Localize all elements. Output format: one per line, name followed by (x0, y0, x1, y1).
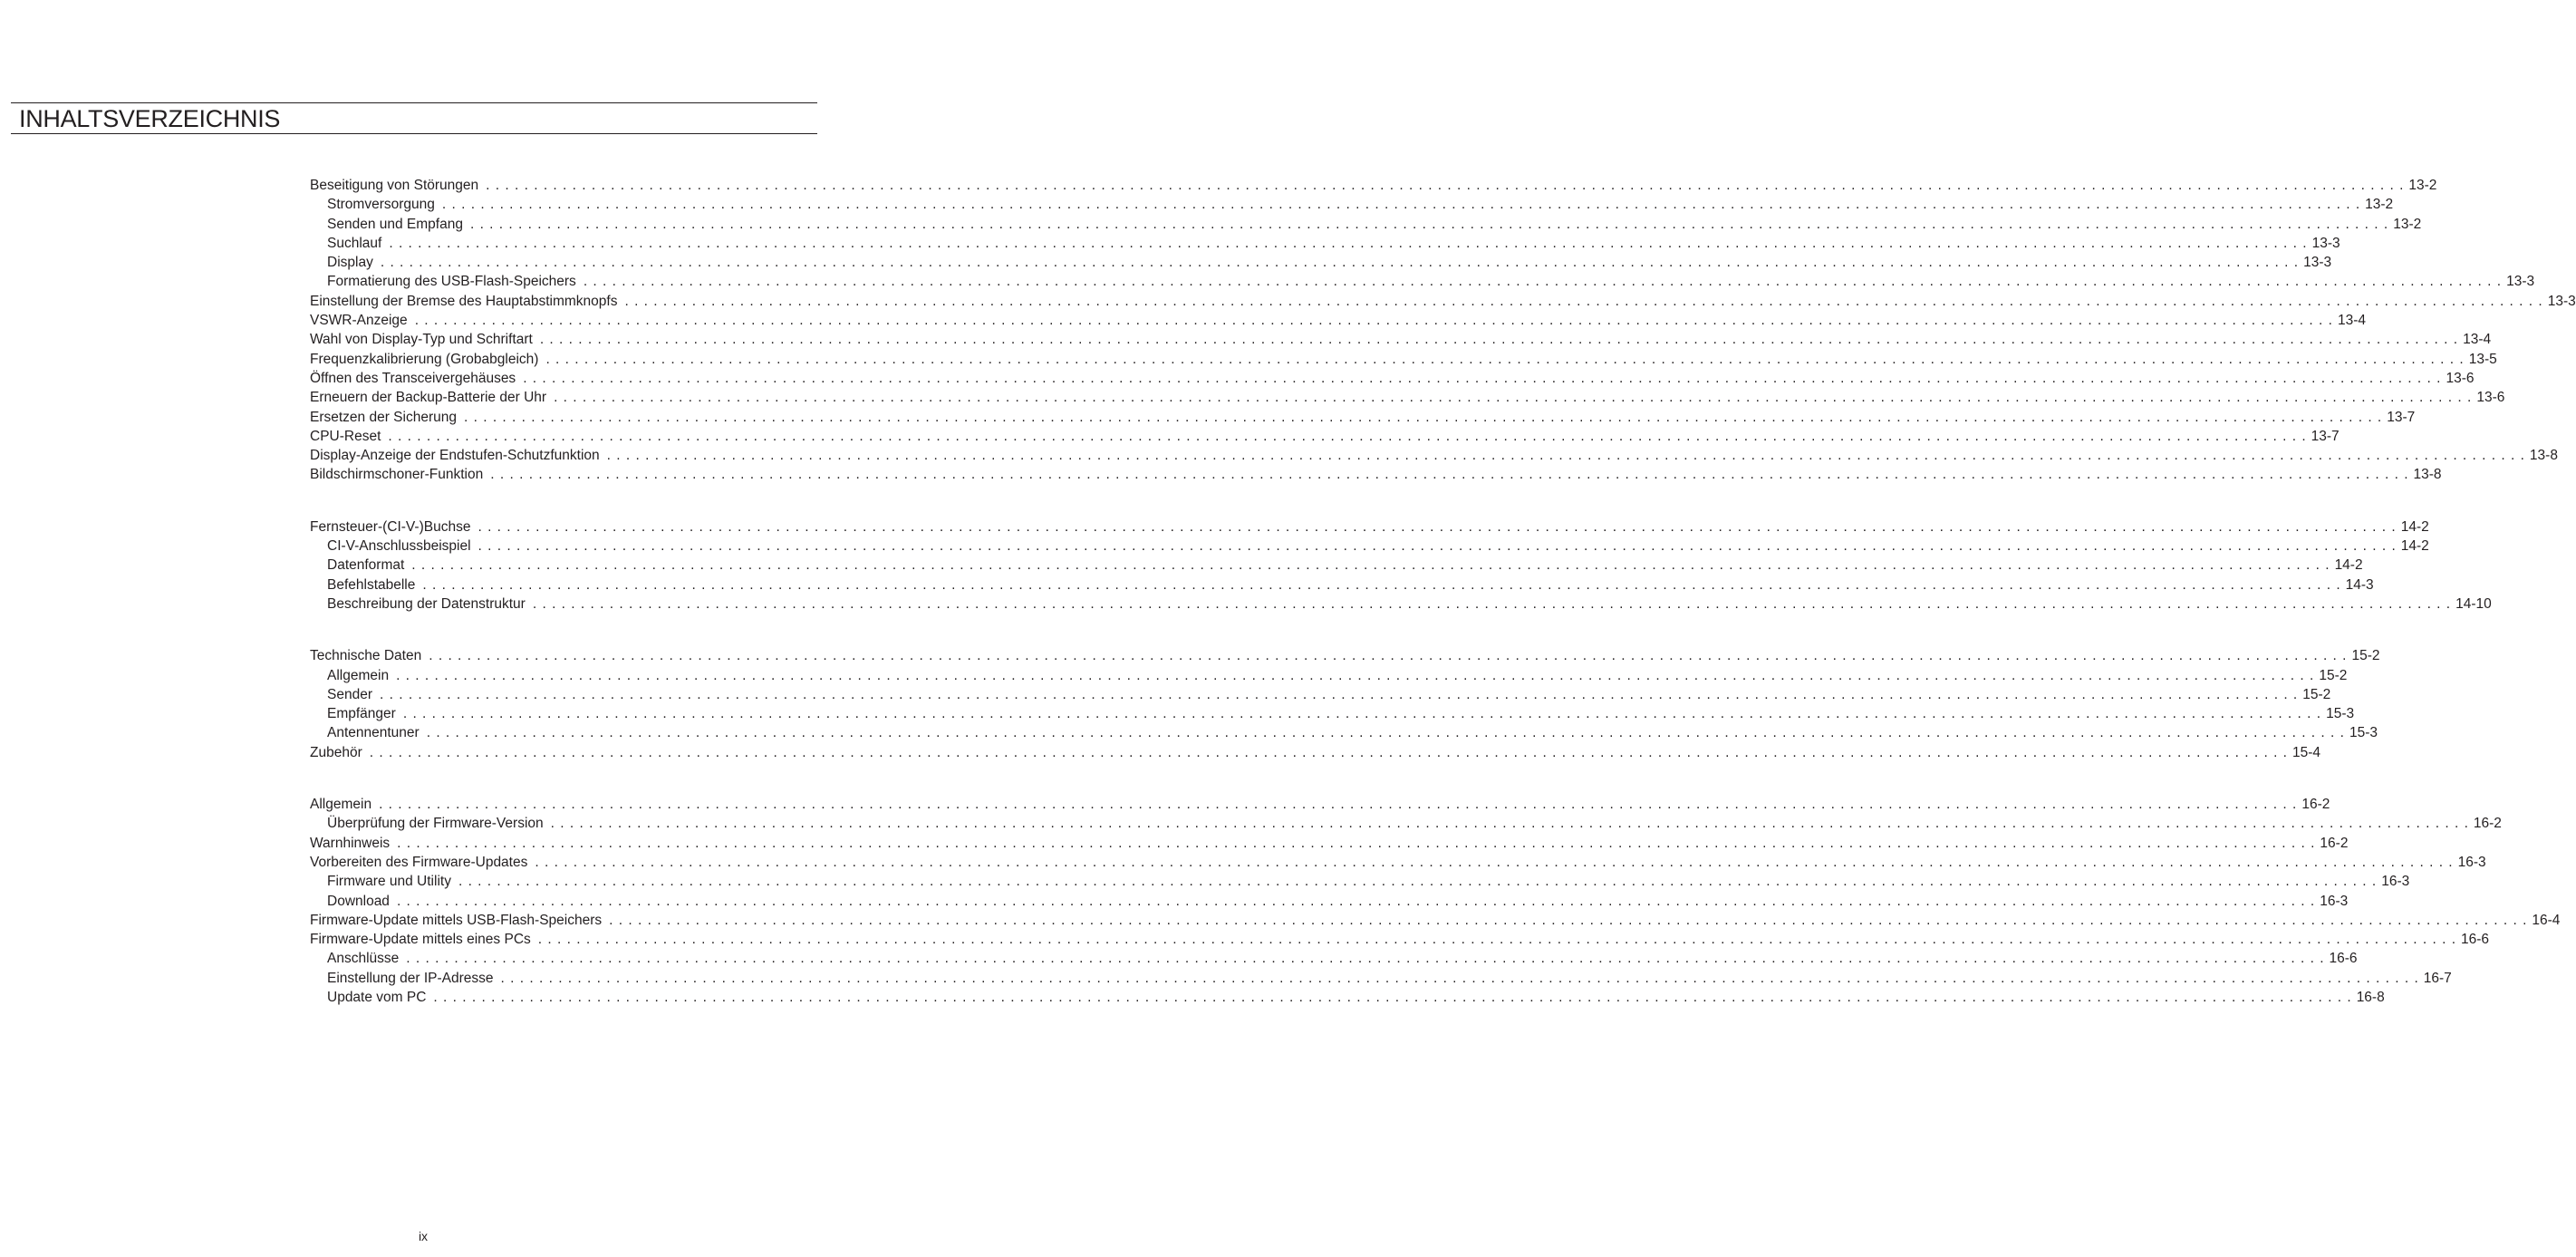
toc-entry-page: 16-6 (2329, 951, 2358, 967)
dot-leader: . . . . . . . . . . . . . . . . . . . . . . . . . . . . . . . . . . . . . . . . . . . . . . . . . . . . . . . . . . . . . . . . . . . . . . . . . . . . . . . . . . . . . . . . . . . . . . . . . . . . . . . . . . . . . . . . . . . . . . . . . . . . . . . . . . . . . . . . . . . . . . . . . . . . . . . . . . . . . . . . . . . . . . . . . . . . . . . . . . . . . . . . . . . . . . . . . . . . . . . . (380, 255, 2300, 271)
toc-entry-label: Update vom PC (327, 989, 427, 1005)
toc-entry-label: Firmware und Utility (327, 874, 451, 890)
toc-entry-page: 13-2 (2408, 178, 2437, 193)
toc-entry-label: Öffnen des Transceivergehäuses (310, 370, 516, 386)
toc-entry[interactable] (310, 465, 2442, 484)
toc-entry[interactable] (310, 369, 2475, 388)
page-number: ix (418, 1229, 429, 1243)
dot-leader: . . . . . . . . . . . . . . . . . . . . . . . . . . . . . . . . . . . . . . . . . . . . . . . . . . . . . . . . . . . . . . . . . . . . . . . . . . . . . . . . . . . . . . . . . . . . . . . . . . . . . . . . . . . . . . . . . . . . . . . . . . . . . . . . . . . . . . . . . . . . . . . . . . . . . . . . . . . . . . . . . . . . . . . . . . . . . . . . . . . . . . . . . . . . . . . . . . . . . . . . (406, 951, 2325, 967)
toc-entry-label: Befehlstabelle (327, 576, 416, 593)
toc-entry[interactable] (310, 311, 2366, 330)
dot-leader: . . . . . . . . . . . . . . . . . . . . . . . . . . . . . . . . . . . . . . . . . . . . . . . . . . . . . . . . . . . . . . . . . . . . . . . . . . . . . . . . . . . . . . . . . . . . . . . . . . . . . . . . . . . . . . . . . . . . . . . . . . . . . . . . . . . . . . . . . . . . . . . . . . . . . . . . . . . . . . . . . . . . . . . . . . . . . . . . . . . . . . . . . . . . . . . . . . . . . . . . (426, 725, 2345, 741)
toc-entry-label: Zubehör (310, 744, 362, 760)
dot-leader: . . . . . . . . . . . . . . . . . . . . . . . . . . . . . . . . . . . . . . . . . . . . . . . . . . . . . . . . . . . . . . . . . . . . . . . . . . . . . . . . . . . . . . . . . . . . . . . . . . . . . . . . . . . . . . . . . . . . . . . . . . . . . . . . . . . . . . . . . . . . . . . . . . . . . . . . . . . . . . . . . . . . . . . . . . . . . . . . . . . . . . . . . . . . . . . . . . . . . . . . (545, 351, 2465, 367)
dot-leader: . . . . . . . . . . . . . . . . . . . . . . . . . . . . . . . . . . . . . . . . . . . . . . . . . . . . . . . . . . . . . . . . . . . . . . . . . . . . . . . . . . . . . . . . . . . . . . . . . . . . . . . . . . . . . . . . . . . . . . . . . . . . . . . . . . . . . . . . . . . . . . . . . . . . . . . . . . . . . . . . . . . . . . . . . . . . . . . . . . . . . . . . . . . . . . . . . . . . . . . . (388, 428, 2307, 444)
toc-section (310, 517, 2492, 614)
toc-entry[interactable] (310, 853, 2486, 872)
toc-entry-label: Formatierung des USB-Flash-Speichers (327, 274, 576, 290)
dot-leader: . . . . . . . . . . . . . . . . . . . . . . . . . . . . . . . . . . . . . . . . . . . . . . . . . . . . . . . . . . . . . . . . . . . . . . . . . . . . . . . . . . . . . . . . . . . . . . . . . . . . . . . . . . . . . . . . . . . . . . . . . . . . . . . . . . . . . . . . . . . . . . . . . . . . . . . . . . . . . . . . . . . . . . . . . . . . . . . . . . . . . . . . . . . . . . . . . . . . . . . . (606, 448, 2525, 464)
dot-leader: . . . . . . . . . . . . . . . . . . . . . . . . . . . . . . . . . . . . . . . . . . . . . . . . . . . . . . . . . . . . . . . . . . . . . . . . . . . . . . . . . . . . . . . . . . . . . . . . . . . . . . . . . . . . . . . . . . . . . . . . . . . . . . . . . . . . . . . . . . . . . . . . . . . . . . . . . . . . . . . . . . . . . . . . . . . . . . . . . . . . . . . . . . . . . . . . . . . . . . . . (402, 706, 2322, 722)
toc-entry-label: Display-Anzeige der Endstufen-Schutzfunktion (310, 448, 600, 464)
toc-entry-page: 13-3 (2303, 255, 2332, 271)
dot-leader: . . . . . . . . . . . . . . . . . . . . . . . . . . . . . . . . . . . . . . . . . . . . . . . . . . . . . . . . . . . . . . . . . . . . . . . . . . . . . . . . . . . . . . . . . . . . . . . . . . . . . . . . . . . . . . . . . . . . . . . . . . . . . . . . . . . . . . . . . . . . . . . . . . . . . . . . . . . . . . . . . . . . . . . . . . . . . . . . . . . . . . . . . . . . . . . . . . . . . . . . (624, 293, 2543, 309)
toc-section (310, 176, 2576, 485)
toc-entry-page: 13-3 (2311, 235, 2340, 251)
toc-entry-label: Display (327, 255, 373, 271)
toc-entry-label: Ersetzen der Sicherung (310, 409, 457, 425)
toc-subentry[interactable] (310, 892, 2349, 911)
toc-entry[interactable] (310, 517, 2429, 537)
toc-entry-page: 13-2 (2393, 216, 2422, 232)
dot-leader: . . . . . . . . . . . . . . . . . . . . . . . . . . . . . . . . . . . . . . . . . . . . . . . . . . . . . . . . . . . . . . . . . . . . . . . . . . . . . . . . . . . . . . . . . . . . . . . . . . . . . . . . . . . . . . . . . . . . . . . . . . . . . . . . . . . . . . . . . . . . . . . . . . . . . . . . . . . . . . . . . . . . . . . . . . . . . . . . . . . . . . . . . . . . . . . . . . . . . . . . (583, 274, 2503, 290)
dot-leader: . . . . . . . . . . . . . . . . . . . . . . . . . . . . . . . . . . . . . . . . . . . . . . . . . . . . . . . . . . . . . . . . . . . . . . . . . . . . . . . . . . . . . . . . . . . . . . . . . . . . . . . . . . . . . . . . . . . . . . . . . . . . . . . . . . . . . . . . . . . . . . . . . . . . . . . . . . . . . . . . . . . . . . . . . . . . . . . . . . . . . . . . . . . . . . . . . . . . . . . . (469, 216, 2389, 232)
toc-subentry[interactable] (310, 666, 2348, 685)
toc-subentry[interactable] (310, 723, 2378, 742)
toc-entry[interactable] (310, 292, 2576, 311)
toc-entry-label: Antennentuner (327, 725, 420, 741)
toc-entry-page: 15-2 (2351, 648, 2380, 664)
toc-entry-label: VSWR-Anzeige (310, 313, 408, 329)
toc-entry-page: 16-3 (2457, 854, 2486, 870)
dot-leader: . . . . . . . . . . . . . . . . . . . . . . . . . . . . . . . . . . . . . . . . . . . . . . . . . . . . . . . . . . . . . . . . . . . . . . . . . . . . . . . . . . . . . . . . . . . . . . . . . . . . . . . . . . . . . . . . . . . . . . . . . . . . . . . . . . . . . . . . . . . . . . . . . . . . . . . . . . . . . . . . . . . . . . . . . . . . . . . . . . . . . . . . . . . . . . . . . . . . . . . . (539, 332, 2459, 348)
toc-entry-label: Beseitigung von Störungen (310, 178, 479, 193)
toc-entry-page: 16-6 (2461, 932, 2490, 948)
toc-entry-page: 13-4 (2463, 332, 2492, 348)
toc-entry-page: 16-8 (2356, 989, 2385, 1005)
toc-entry-page: 13-8 (2529, 448, 2558, 464)
toc-entry[interactable] (310, 743, 2321, 762)
toc-entry-label: Erneuern der Backup-Batterie der Uhr (310, 390, 547, 406)
toc-entry-page: 16-7 (2423, 970, 2452, 986)
toc-entry-page: 15-2 (2319, 667, 2348, 683)
toc-subentry[interactable] (310, 872, 2410, 891)
toc-entry-page: 16-2 (2320, 835, 2349, 851)
toc-entry[interactable] (310, 427, 2340, 446)
toc-entry-label: Beschreibung der Datenstruktur (327, 595, 526, 612)
toc-entry-label: Firmware-Update mittels eines PCs (310, 932, 531, 948)
toc-subentry[interactable] (310, 949, 2358, 968)
toc-entry[interactable] (310, 330, 2492, 349)
toc-entry-label: Suchlauf (327, 235, 382, 251)
toc-entry-label: Vorbereiten des Firmware-Updates (310, 854, 528, 870)
toc-subentry[interactable] (310, 988, 2385, 1007)
toc-entry-page: 13-6 (2446, 370, 2475, 386)
toc-subentry[interactable] (310, 253, 2332, 272)
dot-leader: . . . . . . . . . . . . . . . . . . . . . . . . . . . . . . . . . . . . . . . . . . . . . . . . . . . . . . . . . . . . . . . . . . . . . . . . . . . . . . . . . . . . . . . . . . . . . . . . . . . . . . . . . . . . . . . . . . . . . . . . . . . . . . . . . . . . . . . . . . . . . . . . . . . . . . . . . . . . . . . . . . . . . . . . . . . . . . . . . . . . . . . . . . . . . . . . . . . . . . . . (433, 989, 2352, 1005)
dot-leader: . . . . . . . . . . . . . . . . . . . . . . . . . . . . . . . . . . . . . . . . . . . . . . . . . . . . . . . . . . . . . . . . . . . . . . . . . . . . . . . . . . . . . . . . . . . . . . . . . . . . . . . . . . . . . . . . . . . . . . . . . . . . . . . . . . . . . . . . . . . . . . . . . . . . . . . . . . . . . . . . . . . . . . . . . . . . . . . . . . . . . . . . . . . . . . . . . . . . . . . . (396, 893, 2316, 909)
dot-leader: . . . . . . . . . . . . . . . . . . . . . . . . . . . . . . . . . . . . . . . . . . . . . . . . . . . . . . . . . . . . . . . . . . . . . . . . . . . . . . . . . . . . . . . . . . . . . . . . . . . . . . . . . . . . . . . . . . . . . . . . . . . . . . . . . . . . . . . . . . . . . . . . . . . . . . . . . . . . . . . . . . . . . . . . . . . . . . . . . . . . . . . . . . . . . . . . . . . . . . . . (379, 686, 2299, 702)
toc-subentry[interactable] (310, 215, 2422, 234)
dot-leader: . . . . . . . . . . . . . . . . . . . . . . . . . . . . . . . . . . . . . . . . . . . . . . . . . . . . . . . . . . . . . . . . . . . . . . . . . . . . . . . . . . . . . . . . . . . . . . . . . . . . . . . . . . . . . . . . . . . . . . . . . . . . . . . . . . . . . . . . . . . . . . . . . . . . . . . . . . . . . . . . . . . . . . . . . . . . . . . . . . . . . . . . . . . . . . . . . . . . . . . . (537, 932, 2457, 948)
dot-leader: . . . . . . . . . . . . . . . . . . . . . . . . . . . . . . . . . . . . . . . . . . . . . . . . . . . . . . . . . . . . . . . . . . . . . . . . . . . . . . . . . . . . . . . . . . . . . . . . . . . . . . . . . . . . . . . . . . . . . . . . . . . . . . . . . . . . . . . . . . . . . . . . . . . . . . . . . . . . . . . . . . . . . . . . . . . . . . . . . . . . . . . . . . . . . . . . . . . . . . . . (550, 816, 2469, 832)
toc-entry-page: 13-3 (2506, 274, 2535, 290)
dot-leader: . . . . . . . . . . . . . . . . . . . . . . . . . . . . . . . . . . . . . . . . . . . . . . . . . . . . . . . . . . . . . . . . . . . . . . . . . . . . . . . . . . . . . . . . . . . . . . . . . . . . . . . . . . . . . . . . . . . . . . . . . . . . . . . . . . . . . . . . . . . . . . . . . . . . . . . . . . . . . . . . . . . . . . . . . . . . . . . . . . . . . . . . . . . . . . . . . . . . . . . . (490, 467, 2409, 483)
toc-entry-page: 16-3 (2381, 874, 2410, 890)
toc-entry[interactable] (310, 176, 2437, 195)
toc-entry-label: Einstellung der Bremse des Hauptabstimmknopfs (310, 293, 618, 309)
dot-leader: . . . . . . . . . . . . . . . . . . . . . . . . . . . . . . . . . . . . . . . . . . . . . . . . . . . . . . . . . . . . . . . . . . . . . . . . . . . . . . . . . . . . . . . . . . . . . . . . . . . . . . . . . . . . . . . . . . . . . . . . . . . . . . . . . . . . . . . . . . . . . . . . . . . . . . . . . . . . . . . . . . . . . . . . . . . . . . . . . . . . . . . . . . . . . . . . . . . . . . . . (429, 648, 2348, 664)
toc-entry[interactable] (310, 795, 2330, 814)
toc-entry-page: 13-7 (2311, 428, 2340, 444)
toc-entry-label: Empfänger (327, 706, 396, 722)
toc-subentry[interactable] (310, 556, 2363, 575)
dot-leader: . . . . . . . . . . . . . . . . . . . . . . . . . . . . . . . . . . . . . . . . . . . . . . . . . . . . . . . . . . . . . . . . . . . . . . . . . . . . . . . . . . . . . . . . . . . . . . . . . . . . . . . . . . . . . . . . . . . . . . . . . . . . . . . . . . . . . . . . . . . . . . . . . . . . . . . . . . . . . . . . . . . . . . . . . . . . . . . . . . . . . . . . . . . . . . . . . . . . . . . . (396, 667, 2315, 683)
dot-leader: . . . . . . . . . . . . . . . . . . . . . . . . . . . . . . . . . . . . . . . . . . . . . . . . . . . . . . . . . . . . . . . . . . . . . . . . . . . . . . . . . . . . . . . . . . . . . . . . . . . . . . . . . . . . . . . . . . . . . . . . . . . . . . . . . . . . . . . . . . . . . . . . . . . . . . . . . . . . . . . . . . . . . . . . . . . . . . . . . . . . . . . . . . . . . . . . . . . . . . . . (463, 409, 2383, 425)
toc-entry[interactable] (310, 930, 2490, 949)
toc-subentry[interactable] (310, 272, 2535, 291)
toc-entry[interactable] (310, 911, 2561, 930)
toc-entry-page: 13-6 (2476, 390, 2505, 406)
dot-leader: . . . . . . . . . . . . . . . . . . . . . . . . . . . . . . . . . . . . . . . . . . . . . . . . . . . . . . . . . . . . . . . . . . . . . . . . . . . . . . . . . . . . . . . . . . . . . . . . . . . . . . . . . . . . . . . . . . . . . . . . . . . . . . . . . . . . . . . . . . . . . . . . . . . . . . . . . . . . . . . . . . . . . . . . . . . . . . . . . . . . . . . . . . . . . . . . . . . . . . . . (369, 744, 2288, 760)
toc-subentry[interactable] (310, 704, 2355, 723)
title-top-rule (11, 102, 817, 103)
toc-entry-label: Frequenzkalibrierung (Grobabgleich) (310, 351, 539, 367)
toc-entry-label: Allgemein (310, 797, 372, 813)
toc-entry-label: Einstellung der IP-Adresse (327, 970, 494, 986)
toc-section (310, 795, 2561, 1007)
toc-subentry[interactable] (310, 595, 2492, 614)
toc-entry-label: Bildschirmschoner-Funktion (310, 467, 484, 483)
toc-section (310, 646, 2380, 762)
toc-subentry[interactable] (310, 814, 2502, 833)
toc-entry-page: 15-3 (2326, 706, 2355, 722)
toc-entry-page: 16-3 (2320, 893, 2349, 909)
toc-entry[interactable] (310, 834, 2349, 853)
dot-leader: . . . . . . . . . . . . . . . . . . . . . . . . . . . . . . . . . . . . . . . . . . . . . . . . . . . . . . . . . . . . . . . . . . . . . . . . . . . . . . . . . . . . . . . . . . . . . . . . . . . . . . . . . . . . . . . . . . . . . . . . . . . . . . . . . . . . . . . . . . . . . . . . . . . . . . . . . . . . . . . . . . . . . . . . . . . . . . . . . . . . . . . . . . . . . . . . . . . . . . . . (532, 595, 2452, 612)
dot-leader: . . . . . . . . . . . . . . . . . . . . . . . . . . . . . . . . . . . . . . . . . . . . . . . . . . . . . . . . . . . . . . . . . . . . . . . . . . . . . . . . . . . . . . . . . . . . . . . . . . . . . . . . . . . . . . . . . . . . . . . . . . . . . . . . . . . . . . . . . . . . . . . . . . . . . . . . . . . . . . . . . . . . . . . . . . . . . . . . . . . . . . . . . . . . . . . . . . . . . . . . (478, 538, 2397, 555)
dot-leader: . . . . . . . . . . . . . . . . . . . . . . . . . . . . . . . . . . . . . . . . . . . . . . . . . . . . . . . . . . . . . . . . . . . . . . . . . . . . . . . . . . . . . . . . . . . . . . . . . . . . . . . . . . . . . . . . . . . . . . . . . . . . . . . . . . . . . . . . . . . . . . . . . . . . . . . . . . . . . . . . . . . . . . . . . . . . . . . . . . . . . . . . . . . . . . . . . . . . . . . . (523, 370, 2442, 386)
toc-entry-label: Warnhinweis (310, 835, 391, 851)
dot-leader: . . . . . . . . . . . . . . . . . . . . . . . . . . . . . . . . . . . . . . . . . . . . . . . . . . . . . . . . . . . . . . . . . . . . . . . . . . . . . . . . . . . . . . . . . . . . . . . . . . . . . . . . . . . . . . . . . . . . . . . . . . . . . . . . . . . . . . . . . . . . . . . . . . . . . . . . . . . . . . . . . . . . . . . . . . . . . . . . . . . . . . . . . . . . . . . . . . . . . . . . (500, 970, 2419, 986)
toc-entry[interactable] (310, 388, 2505, 407)
dot-leader: . . . . . . . . . . . . . . . . . . . . . . . . . . . . . . . . . . . . . . . . . . . . . . . . . . . . . . . . . . . . . . . . . . . . . . . . . . . . . . . . . . . . . . . . . . . . . . . . . . . . . . . . . . . . . . . . . . . . . . . . . . . . . . . . . . . . . . . . . . . . . . . . . . . . . . . . . . . . . . . . . . . . . . . . . . . . . . . . . . . . . . . . . . . . . . . . . . . . . . . . (379, 797, 2298, 813)
toc-entry-page: 14-3 (2345, 576, 2374, 593)
dot-leader: . . . . . . . . . . . . . . . . . . . . . . . . . . . . . . . . . . . . . . . . . . . . . . . . . . . . . . . . . . . . . . . . . . . . . . . . . . . . . . . . . . . . . . . . . . . . . . . . . . . . . . . . . . . . . . . . . . . . . . . . . . . . . . . . . . . . . . . . . . . . . . . . . . . . . . . . . . . . . . . . . . . . . . . . . . . . . . . . . . . . . . . . . . . . . . . . . . . . . . . . (609, 912, 2528, 928)
toc-entry-label: Allgemein (327, 667, 390, 683)
toc-entry-label: Firmware-Update mittels USB-Flash-Speichers (310, 912, 603, 928)
dot-leader: . . . . . . . . . . . . . . . . . . . . . . . . . . . . . . . . . . . . . . . . . . . . . . . . . . . . . . . . . . . . . . . . . . . . . . . . . . . . . . . . . . . . . . . . . . . . . . . . . . . . . . . . . . . . . . . . . . . . . . . . . . . . . . . . . . . . . . . . . . . . . . . . . . . . . . . . . . . . . . . . . . . . . . . . . . . . . . . . . . . . . . . . . . . . . . . . . . . . . . . . (397, 835, 2316, 851)
toc-entry-page: 15-4 (2292, 744, 2321, 760)
toc-entry-label: Stromversorgung (327, 197, 435, 213)
toc-entry-page: 13-2 (2365, 197, 2394, 213)
dot-leader: . . . . . . . . . . . . . . . . . . . . . . . . . . . . . . . . . . . . . . . . . . . . . . . . . . . . . . . . . . . . . . . . . . . . . . . . . . . . . . . . . . . . . . . . . . . . . . . . . . . . . . . . . . . . . . . . . . . . . . . . . . . . . . . . . . . . . . . . . . . . . . . . . . . . . . . . . . . . . . . . . . . . . . . . . . . . . . . . . . . . . . . . . . . . . . . . . . . . . . . . (458, 874, 2378, 890)
dot-leader: . . . . . . . . . . . . . . . . . . . . . . . . . . . . . . . . . . . . . . . . . . . . . . . . . . . . . . . . . . . . . . . . . . . . . . . . . . . . . . . . . . . . . . . . . . . . . . . . . . . . . . . . . . . . . . . . . . . . . . . . . . . . . . . . . . . . . . . . . . . . . . . . . . . . . . . . . . . . . . . . . . . . . . . . . . . . . . . . . . . . . . . . . . . . . . . . . . . . . . . . (535, 854, 2454, 870)
toc-entry-label: Überprüfung der Firmware-Version (327, 816, 544, 832)
toc-entry-label: Technische Daten (310, 648, 422, 664)
toc-entry-page: 13-5 (2468, 351, 2497, 367)
toc-entry-page: 14-2 (2400, 538, 2429, 555)
toc-entry-page: 13-7 (2387, 409, 2416, 425)
toc-entry-page: 16-4 (2532, 912, 2561, 928)
dot-leader: . . . . . . . . . . . . . . . . . . . . . . . . . . . . . . . . . . . . . . . . . . . . . . . . . . . . . . . . . . . . . . . . . . . . . . . . . . . . . . . . . . . . . . . . . . . . . . . . . . . . . . . . . . . . . . . . . . . . . . . . . . . . . . . . . . . . . . . . . . . . . . . . . . . . . . . . . . . . . . . . . . . . . . . . . . . . . . . . . . . . . . . . . . . . . . . . . . . . . . . . (554, 390, 2473, 406)
dot-leader: . . . . . . . . . . . . . . . . . . . . . . . . . . . . . . . . . . . . . . . . . . . . . . . . . . . . . . . . . . . . . . . . . . . . . . . . . . . . . . . . . . . . . . . . . . . . . . . . . . . . . . . . . . . . . . . . . . . . . . . . . . . . . . . . . . . . . . . . . . . . . . . . . . . . . . . . . . . . . . . . . . . . . . . . . . . . . . . . . . . . . . . . . . . . . . . . . . . . . . . . (441, 197, 2361, 213)
title-bottom-rule (11, 133, 817, 134)
page-title: INHALTSVERZEICHNIS (19, 105, 281, 132)
dot-leader: . . . . . . . . . . . . . . . . . . . . . . . . . . . . . . . . . . . . . . . . . . . . . . . . . . . . . . . . . . . . . . . . . . . . . . . . . . . . . . . . . . . . . . . . . . . . . . . . . . . . . . . . . . . . . . . . . . . . . . . . . . . . . . . . . . . . . . . . . . . . . . . . . . . . . . . . . . . . . . . . . . . . . . . . . . . . . . . . . . . . . . . . . . . . . . . . . . . . . . . . (389, 235, 2308, 251)
toc-entry[interactable] (310, 646, 2380, 665)
toc-entry-label: CPU-Reset (310, 428, 381, 444)
toc-entry-label: Datenformat (327, 557, 405, 574)
toc-subentry[interactable] (310, 685, 2331, 704)
toc-entry-page: 15-2 (2302, 686, 2331, 702)
toc-entry-page: 13-3 (2547, 293, 2576, 309)
toc-entry-page: 16-2 (2301, 797, 2330, 813)
toc-entry-label: Anschlüsse (327, 951, 400, 967)
toc-entry-label: Wahl von Display-Typ und Schriftart (310, 332, 533, 348)
toc-entry[interactable] (310, 408, 2416, 427)
toc-subentry[interactable] (310, 537, 2429, 556)
toc-entry-page: 14-2 (2400, 518, 2429, 535)
toc-entry-page: 13-4 (2337, 313, 2366, 329)
toc-entry-label: Senden und Empfang (327, 216, 463, 232)
dot-leader: . . . . . . . . . . . . . . . . . . . . . . . . . . . . . . . . . . . . . . . . . . . . . . . . . . . . . . . . . . . . . . . . . . . . . . . . . . . . . . . . . . . . . . . . . . . . . . . . . . . . . . . . . . . . . . . . . . . . . . . . . . . . . . . . . . . . . . . . . . . . . . . . . . . . . . . . . . . . . . . . . . . . . . . . . . . . . . . . . . . . . . . . . . . . . . . . . . . . . . . . (422, 576, 2341, 593)
dot-leader: . . . . . . . . . . . . . . . . . . . . . . . . . . . . . . . . . . . . . . . . . . . . . . . . . . . . . . . . . . . . . . . . . . . . . . . . . . . . . . . . . . . . . . . . . . . . . . . . . . . . . . . . . . . . . . . . . . . . . . . . . . . . . . . . . . . . . . . . . . . . . . . . . . . . . . . . . . . . . . . . . . . . . . . . . . . . . . . . . . . . . . . . . . . . . . . . . . . . . . . . (414, 313, 2333, 329)
toc-subentry[interactable] (310, 969, 2452, 988)
toc-entry-label: Download (327, 893, 390, 909)
toc-entry[interactable] (310, 446, 2558, 465)
toc-entry-label: CI-V-Anschlussbeispiel (327, 538, 471, 555)
dot-leader: . . . . . . . . . . . . . . . . . . . . . . . . . . . . . . . . . . . . . . . . . . . . . . . . . . . . . . . . . . . . . . . . . . . . . . . . . . . . . . . . . . . . . . . . . . . . . . . . . . . . . . . . . . . . . . . . . . . . . . . . . . . . . . . . . . . . . . . . . . . . . . . . . . . . . . . . . . . . . . . . . . . . . . . . . . . . . . . . . . . . . . . . . . . . . . . . . . . . . . . . (411, 557, 2330, 574)
toc-entry-label: Sender (327, 686, 372, 702)
toc-entry-page: 13-8 (2413, 467, 2442, 483)
toc-subentry[interactable] (310, 575, 2374, 595)
dot-leader: . . . . . . . . . . . . . . . . . . . . . . . . . . . . . . . . . . . . . . . . . . . . . . . . . . . . . . . . . . . . . . . . . . . . . . . . . . . . . . . . . . . . . . . . . . . . . . . . . . . . . . . . . . . . . . . . . . . . . . . . . . . . . . . . . . . . . . . . . . . . . . . . . . . . . . . . . . . . . . . . . . . . . . . . . . . . . . . . . . . . . . . . . . . . . . . . . . . . . . . . (478, 518, 2397, 535)
toc-entry-label: Fernsteuer-(CI-V-)Buchse (310, 518, 471, 535)
toc-entry-page: 14-10 (2455, 595, 2492, 612)
dot-leader: . . . . . . . . . . . . . . . . . . . . . . . . . . . . . . . . . . . . . . . . . . . . . . . . . . . . . . . . . . . . . . . . . . . . . . . . . . . . . . . . . . . . . . . . . . . . . . . . . . . . . . . . . . . . . . . . . . . . . . . . . . . . . . . . . . . . . . . . . . . . . . . . . . . . . . . . . . . . . . . . . . . . . . . . . . . . . . . . . . . . . . . . . . . . . . . . . . . . . . . . (486, 178, 2405, 193)
toc-subentry[interactable] (310, 234, 2340, 253)
toc-entry[interactable] (310, 350, 2497, 369)
toc-subentry[interactable] (310, 195, 2394, 214)
toc-entry-page: 16-2 (2473, 816, 2502, 832)
table-of-contents (310, 176, 2576, 1007)
toc-entry-page: 14-2 (2334, 557, 2363, 574)
toc-entry-page: 15-3 (2349, 725, 2378, 741)
